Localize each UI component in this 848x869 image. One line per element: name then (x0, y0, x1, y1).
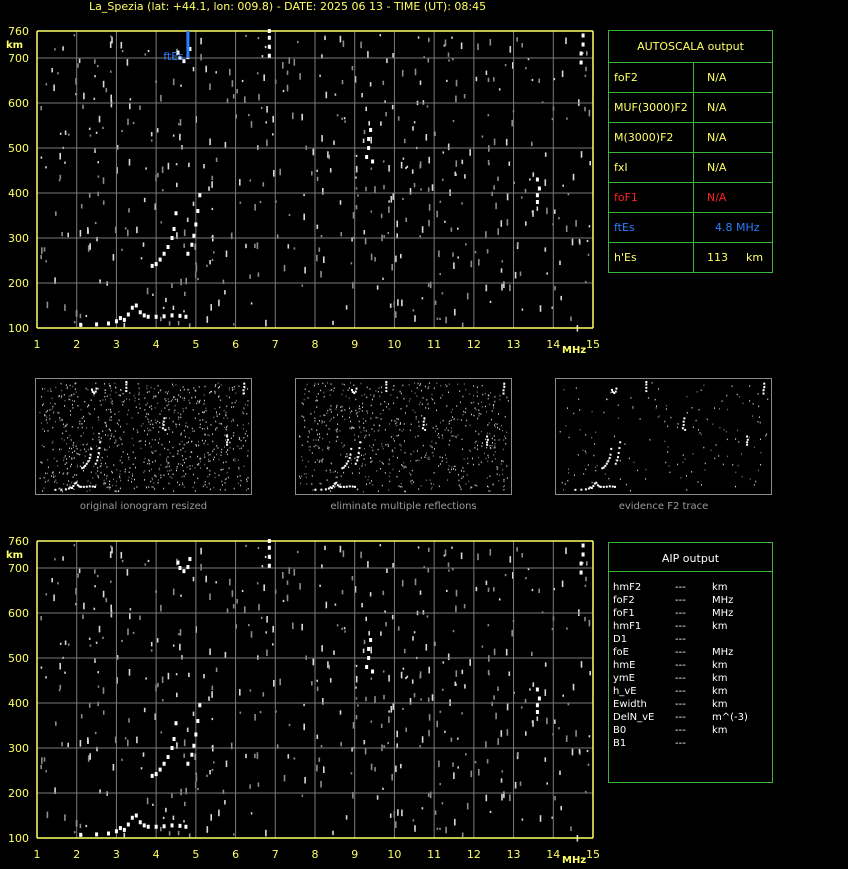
trace-point (127, 313, 130, 317)
trace-series (365, 128, 374, 164)
row-label: foF2 (614, 71, 638, 84)
trace-point (536, 703, 539, 707)
aip-row-value: --- (675, 608, 686, 619)
trace-point (194, 733, 197, 737)
trace-point (163, 762, 166, 766)
aip-row-value: --- (675, 712, 686, 723)
trace-point (192, 234, 195, 238)
trace-point (163, 824, 166, 828)
aip-row-value: --- (675, 686, 686, 697)
aip-row-value: --- (675, 673, 686, 684)
trace-point (143, 823, 146, 827)
aip-row-label: foF2 (613, 595, 635, 606)
aip-row-value: --- (675, 699, 686, 710)
x-tick-label: 7 (271, 338, 279, 351)
x-tick-label: 13 (506, 338, 521, 351)
aip-row-unit: m^(-3) (712, 712, 748, 723)
trace-point (119, 316, 122, 320)
trace-point (580, 562, 583, 566)
y-tick-label: 400 (8, 697, 29, 710)
x-axis-label: MHz (562, 855, 587, 866)
trace-point (268, 546, 271, 550)
trace-point (367, 137, 370, 141)
trace-series (268, 539, 271, 568)
row-label: h'Es (614, 251, 637, 264)
aip-row-unit: km (712, 673, 728, 684)
aip-row-unit: km (712, 686, 728, 697)
row-value: N/A (707, 71, 727, 84)
trace-point (580, 61, 583, 65)
aip-row-value: --- (675, 647, 686, 658)
trace-point (582, 544, 585, 548)
trace-point (123, 318, 126, 322)
aip-row-unit: km (712, 699, 728, 710)
trace-point (107, 322, 110, 326)
aip-row-value: --- (675, 621, 686, 632)
y-tick-label: 200 (8, 277, 29, 290)
trace-point (190, 243, 193, 247)
trace-series (580, 544, 585, 575)
x-tick-label: 6 (232, 338, 240, 351)
thumbnail-frame (556, 379, 772, 495)
row-label: fxI (614, 161, 628, 174)
trace-point (139, 310, 142, 314)
row-label: MUF(3000)F2 (614, 101, 688, 114)
trace-point (268, 45, 271, 49)
trace-point (115, 319, 118, 323)
trace-point (151, 774, 154, 778)
x-axis-label: MHz (562, 345, 587, 356)
x-tick-label: 15 (586, 338, 600, 351)
autoscala-row-hes (609, 242, 772, 272)
trace-point (198, 193, 201, 197)
trace-point (198, 703, 201, 707)
trace-point (365, 155, 368, 159)
trace-point (184, 315, 187, 319)
trace-point (123, 828, 126, 832)
ftes-marker-label: ftEs (163, 50, 184, 63)
trace-point (171, 313, 174, 317)
trace-point (175, 211, 178, 215)
trace-point (186, 252, 189, 256)
x-tick-label: 5 (192, 848, 200, 861)
noise-speckle (40, 544, 591, 842)
autoscala-title: AUTOSCALA output (637, 40, 744, 53)
aip-row-value: --- (675, 738, 686, 749)
aip-row-label: foE (613, 647, 629, 658)
trace-point (268, 555, 271, 559)
aip-row-label: h_vE (613, 686, 637, 697)
aip-row-unit: km (712, 660, 728, 671)
trace-series (268, 29, 271, 58)
row-label: ftEs (614, 221, 635, 234)
trace-point (171, 236, 174, 240)
thumbnail-caption: evidence F2 trace (618, 501, 709, 512)
autoscala-row-fof2 (609, 62, 772, 92)
aip-row-label: hmE (613, 660, 636, 671)
thumbnail-caption: original ionogram resized (79, 501, 208, 512)
x-tick-label: 10 (387, 848, 402, 861)
aip-row-unit: MHz (712, 595, 734, 606)
x-tick-label: 8 (311, 848, 319, 861)
y-tick-label: 500 (8, 142, 29, 155)
trace-point (188, 557, 191, 561)
x-tick-label: 12 (466, 338, 481, 351)
trace-point (171, 823, 174, 827)
trace-point (167, 755, 170, 759)
aip-row-label: ymE (613, 673, 635, 684)
aip-title: AIP output (661, 552, 720, 565)
trace-point (143, 313, 146, 317)
trace-series (365, 638, 374, 674)
trace-point (367, 146, 370, 150)
x-tick-label: 2 (73, 338, 81, 351)
trace-point (582, 34, 585, 38)
trace-point (155, 315, 158, 319)
trace-point (95, 832, 98, 836)
trace-point (536, 178, 539, 182)
x-tick-label: 6 (232, 848, 240, 861)
trace-point (173, 737, 176, 741)
aip-row-label: DelN_vE (613, 712, 655, 723)
x-tick-label: 8 (311, 338, 319, 351)
x-tick-label: 13 (506, 848, 521, 861)
trace-point (192, 744, 195, 748)
trace-point (580, 571, 583, 575)
trace-point (268, 29, 271, 33)
trace-point (178, 824, 181, 828)
aip-row-label: B0 (613, 725, 627, 736)
trace-point (371, 160, 374, 164)
trace-point (151, 264, 154, 268)
y-tick-label: 100 (8, 322, 29, 335)
trace-point (367, 656, 370, 660)
trace-point (268, 54, 271, 58)
trace-point (147, 315, 150, 319)
trace-point (155, 772, 158, 776)
x-tick-label: 14 (546, 848, 561, 861)
autoscala-row-muf (609, 92, 772, 122)
grid (37, 541, 593, 838)
x-tick-label: 5 (192, 338, 200, 351)
y-tick-label: 700 (8, 562, 29, 575)
trace-point (176, 561, 179, 565)
y-axis-label: km (6, 550, 24, 561)
aip-row-unit: km (712, 725, 728, 736)
trace-point (159, 768, 162, 772)
trace-point (175, 721, 178, 725)
autoscala-row-fxi (609, 152, 772, 182)
trace-point (79, 323, 82, 327)
trace-point (155, 262, 158, 266)
trace-point (173, 227, 176, 231)
trace-point (582, 553, 585, 557)
trace-point (131, 816, 134, 820)
y-tick-label: 760 (8, 535, 29, 548)
trace-point (127, 823, 130, 827)
x-tick-label: 10 (387, 338, 402, 351)
aip-row-unit: MHz (712, 647, 734, 658)
trace-series (176, 557, 191, 573)
x-tick-label: 2 (73, 848, 81, 861)
row-value: 113 (707, 251, 728, 264)
y-tick-label: 300 (8, 742, 29, 755)
x-tick-label: 4 (152, 848, 160, 861)
y-tick-label: 400 (8, 187, 29, 200)
autoscala-row-ftes (609, 212, 772, 242)
trace-point (182, 569, 185, 573)
trace-point (268, 564, 271, 568)
row-value: 4.8 MHz (715, 221, 760, 234)
trace-series (79, 304, 187, 327)
row-value: N/A (707, 161, 727, 174)
row-value: N/A (707, 191, 727, 204)
y-tick-label: 300 (8, 232, 29, 245)
trace-point (538, 187, 541, 191)
y-tick-label: 600 (8, 97, 29, 110)
row-label: M(3000)F2 (614, 131, 674, 144)
trace-point (536, 200, 539, 204)
trace-series (536, 688, 541, 715)
trace-point (536, 193, 539, 197)
trace-point (367, 647, 370, 651)
trace-point (115, 829, 118, 833)
aip-row-label: foF1 (613, 608, 635, 619)
grid (37, 31, 593, 328)
trace-series (79, 814, 187, 837)
thumbnail-evidence-f2 (555, 378, 772, 495)
trace-point (365, 665, 368, 669)
trace-point (186, 565, 189, 569)
x-tick-label: 15 (586, 848, 600, 861)
y-tick-label: 100 (8, 832, 29, 845)
trace-point (536, 688, 539, 692)
ionogram-chart-top (0, 20, 600, 360)
aip-row-label: Ewidth (613, 699, 647, 710)
autoscala-row-m3000 (609, 122, 772, 152)
trace-point (196, 209, 199, 213)
y-tick-label: 500 (8, 652, 29, 665)
noise-speckle (40, 34, 591, 332)
aip-row-unit: MHz (712, 608, 734, 619)
trace-point (171, 746, 174, 750)
trace-point (536, 710, 539, 714)
trace-series (151, 211, 178, 268)
x-tick-label: 14 (546, 338, 561, 351)
trace-series (536, 178, 541, 205)
trace-point (196, 719, 199, 723)
trace-point (135, 814, 138, 818)
x-tick-label: 1 (33, 338, 41, 351)
autoscala-panel (608, 30, 773, 273)
trace-point (268, 539, 271, 543)
trace-point (178, 314, 181, 318)
trace-point (107, 832, 110, 836)
aip-row-label: hmF2 (613, 582, 642, 593)
trace-point (147, 825, 150, 829)
aip-row-label: hmF1 (613, 621, 642, 632)
trace-point (582, 43, 585, 47)
trace-point (369, 638, 372, 642)
trace-point (580, 52, 583, 56)
trace-point (139, 820, 142, 824)
trace-point (538, 697, 541, 701)
trace-point (369, 128, 372, 132)
x-tick-label: 11 (427, 338, 442, 351)
trace-point (95, 322, 98, 326)
trace-point (163, 252, 166, 256)
row-value: N/A (707, 101, 727, 114)
trace-point (163, 314, 166, 318)
trace-point (194, 223, 197, 227)
trace-point (184, 825, 187, 829)
row-unit: km (746, 251, 764, 264)
y-tick-label: 760 (8, 25, 29, 38)
row-label: foF1 (614, 191, 638, 204)
thumbnail-eliminate-multiple (295, 378, 512, 495)
aip-row-value: --- (675, 660, 686, 671)
thumbnail-frame (296, 379, 512, 495)
ionogram-chart-bottom (0, 530, 600, 869)
thumbnail-original (35, 378, 252, 495)
x-tick-label: 4 (152, 338, 160, 351)
aip-row-value: --- (675, 595, 686, 606)
y-tick-label: 200 (8, 787, 29, 800)
x-tick-label: 1 (33, 848, 41, 861)
thumbnail-caption: eliminate multiple reflections (330, 501, 477, 512)
trace-point (268, 36, 271, 40)
x-tick-label: 11 (427, 848, 442, 861)
trace-series (580, 34, 585, 65)
page-title: La_Spezia (lat: +44.1, lon: 009.8) - DATE: 2025 06 13 - TIME (UT): 08:45 (89, 0, 487, 13)
trace-point (155, 825, 158, 829)
trace-point (167, 245, 170, 249)
y-tick-label: 700 (8, 52, 29, 65)
aip-row-value: --- (675, 725, 686, 736)
trace-point (159, 258, 162, 262)
y-axis-label: km (6, 40, 24, 51)
y-tick-label: 600 (8, 607, 29, 620)
trace-point (135, 304, 138, 308)
aip-row-value: --- (675, 634, 686, 645)
trace-point (79, 833, 82, 837)
autoscala-row-fof1 (609, 182, 772, 212)
x-tick-label: 12 (466, 848, 481, 861)
trace-point (131, 306, 134, 310)
x-tick-label: 7 (271, 848, 279, 861)
x-tick-label: 9 (351, 848, 359, 861)
x-tick-label: 9 (351, 338, 359, 351)
trace-point (186, 762, 189, 766)
trace-point (119, 826, 122, 830)
aip-row-value: --- (675, 582, 686, 593)
row-value: N/A (707, 131, 727, 144)
aip-row-unit: km (712, 621, 728, 632)
x-tick-label: 3 (112, 338, 120, 351)
aip-panel (608, 542, 773, 783)
x-tick-label: 3 (112, 848, 120, 861)
trace-point (371, 670, 374, 674)
trace-point (178, 566, 181, 570)
trace-point (190, 753, 193, 757)
aip-row-label: B1 (613, 738, 627, 749)
aip-row-unit: km (712, 582, 728, 593)
trace-series (151, 721, 178, 778)
aip-row-label: D1 (613, 634, 628, 645)
